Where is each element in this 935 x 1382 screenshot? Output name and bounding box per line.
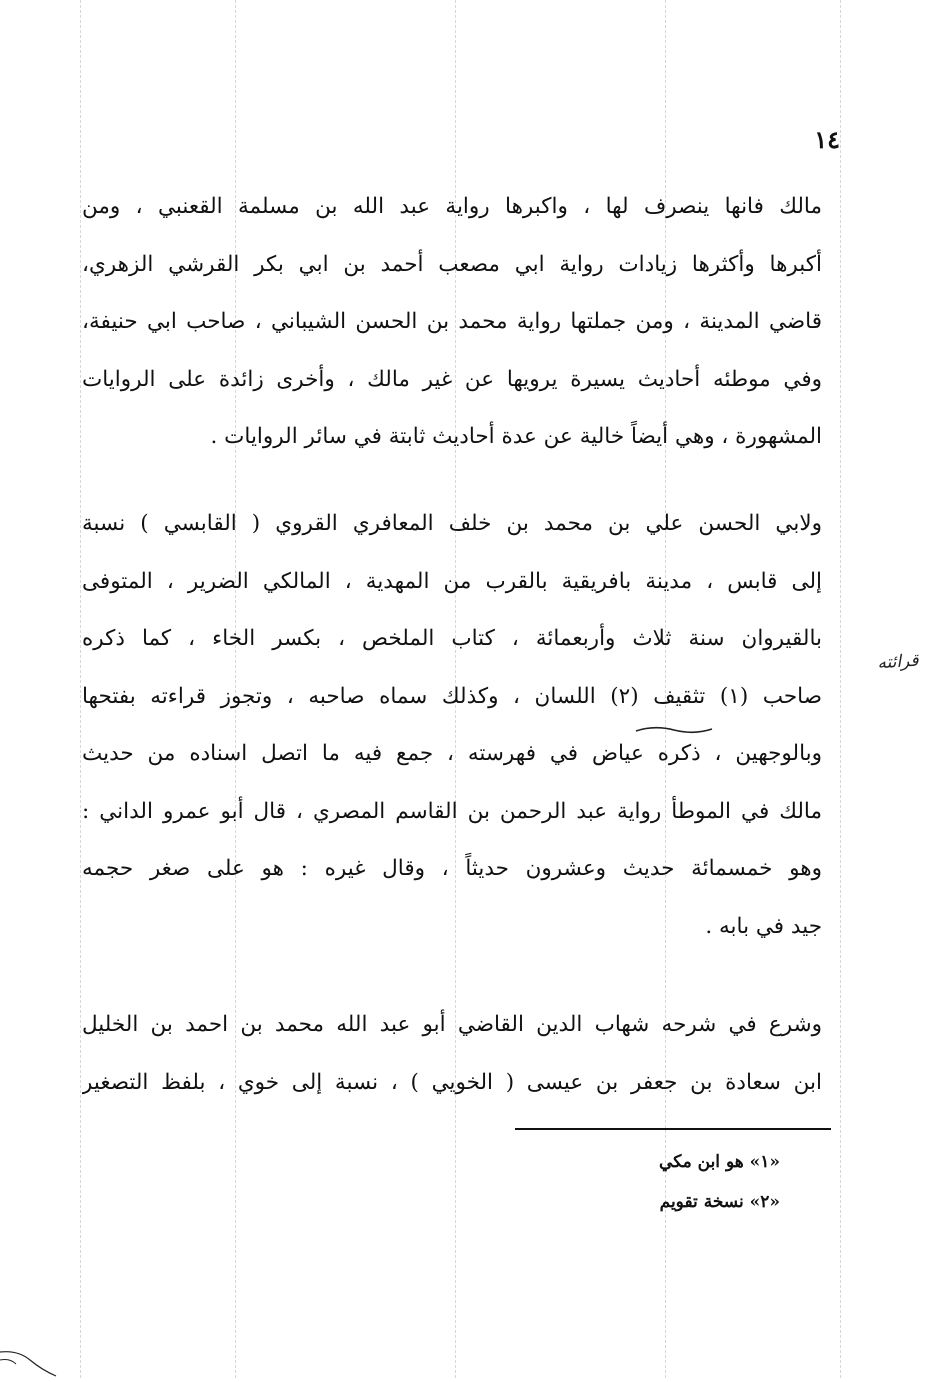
text-line: إلى قابس ، مدينة بافريقية بالقرب من المهدية ، المالكي الضرير ، المتوفى: [82, 568, 822, 594]
footnote-2: «٢» نسخة تقويم: [659, 1192, 780, 1212]
text-line: مالك فانها ينصرف لها ، واكبرها رواية عبد الله بن مسلمة القعنبي ، ومن: [82, 194, 822, 219]
text-line: وبالوجهين ، ذكره عياض في فهرسته ، جمع فيه ما اتصل اسناده من حديث: [82, 741, 822, 766]
footnote-rule: [515, 1128, 831, 1130]
page-number: ١٤: [814, 125, 840, 154]
text-line: وشرع في شرحه شهاب الدين القاضي أبو عبد الله محمد بن احمد بن الخليل: [82, 1012, 822, 1037]
corner-scribble: [0, 1330, 60, 1382]
text-line: مالك في الموطأ رواية عبد الرحمن بن القاسم المصري ، قال أبو عمرو الداني :: [82, 798, 822, 824]
scan-line: [80, 0, 81, 1378]
text-line: ابن سعادة بن جعفر بن عيسى ( الخويي ) ، نسبة إلى خوي ، بلفظ التصغير: [82, 1069, 822, 1095]
text-line: ولابي الحسن علي بن محمد بن خلف المعافري القروي ( القابسي ) نسبة: [82, 511, 822, 536]
text-line: وهو خمسمائة حديث وعشرون حديثاً ، وقال غيره : هو على صغر حجمه: [82, 856, 822, 881]
paragraph-1: [82, 178, 822, 466]
paragraph-3: [82, 996, 822, 1111]
text-line: أكبرها وأكثرها زيادات رواية ابي مصعب أحمد بن ابي بكر القرشي الزهري،: [82, 251, 822, 277]
text-line: وفي موطئه أحاديث يسيرة يرويها عن غير مالك ، وأخرى زائدة على الروايات: [82, 366, 822, 392]
scan-line: [840, 0, 841, 1378]
text-line: قاضي المدينة ، ومن جملتها رواية محمد بن الحسن الشيباني ، صاحب ابي حنيفة،: [82, 309, 822, 334]
text-line: جيد في بابه .: [705, 913, 822, 939]
text-line: بالقيروان سنة ثلاث وأربعمائة ، كتاب الملخص ، بكسر الخاء ، كما ذكره: [82, 626, 822, 651]
text-line: صاحب (١) تثقيف (٢) اللسان ، وكذلك سماه صاحبه ، وتجوز قراءته بفتحها: [82, 683, 822, 709]
margin-note: قرائته: [876, 650, 920, 674]
footnote-1: «١» هو ابن مكي: [659, 1152, 780, 1172]
text-line: المشهورة ، وهي أيضاً خالية عن عدة أحاديث ثابتة في سائر الروايات .: [210, 424, 822, 449]
